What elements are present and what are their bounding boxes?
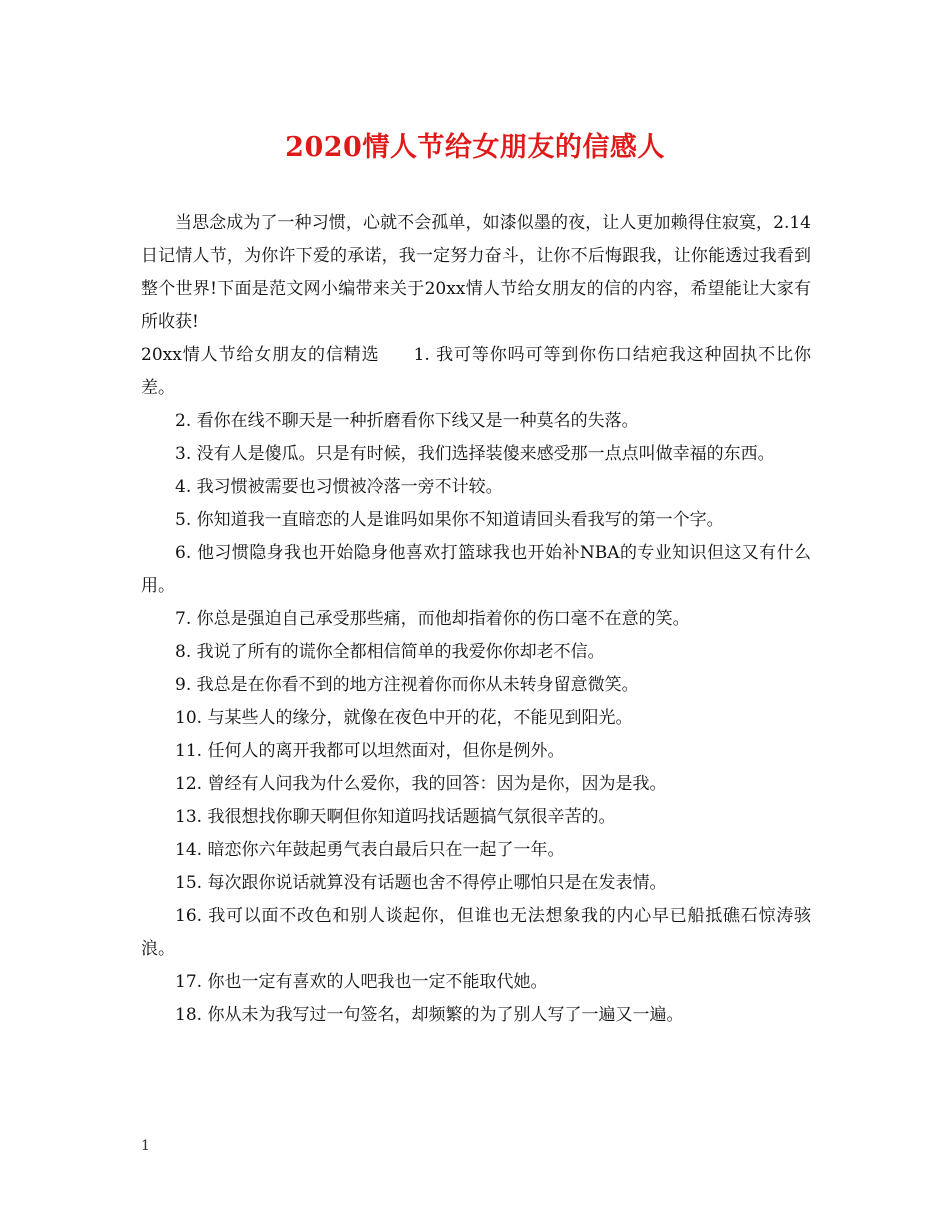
document-body xyxy=(141,207,811,1032)
list-item: 6. 他习惯隐身我也开始隐身他喜欢打篮球我也开始补NBA的专业知识但这又有什么用。 xyxy=(141,543,811,596)
list-item-1: 1. 我可等你吗可等到你伤口结疤我这种固执不比你差。 xyxy=(141,345,811,398)
list-item: 14. 暗恋你六年鼓起勇气表白最后只在一起了一年。 xyxy=(175,840,565,860)
list-item: 10. 与某些人的缘分，就像在夜色中开的花，不能见到阳光。 xyxy=(175,708,633,728)
list-item: 4. 我习惯被需要也习惯被冷落一旁不计较。 xyxy=(175,477,503,497)
list-item: 15. 每次跟你说话就算没有话题也舍不得停止哪怕只是在发表情。 xyxy=(175,873,667,893)
list-item: 9. 我总是在你看不到的地方注视着你而你从未转身留意微笑。 xyxy=(175,675,639,695)
list-item: 11. 任何人的离开我都可以坦然面对，但你是例外。 xyxy=(175,741,565,761)
list-item: 2. 看你在线不聊天是一种折磨看你下线又是一种莫名的失落。 xyxy=(175,411,639,431)
list-item: 5. 你知道我一直暗恋的人是谁吗如果你不知道请回头看我写的第一个字。 xyxy=(175,510,724,530)
intro-paragraph: 当思念成为了一种习惯，心就不会孤单，如漆似墨的夜，让人更加赖得住寂寞，2.14日记情人节，为你许下爱的承诺，我一定努力奋斗，让你不后悔跟我，让你能透过我看到整个世界!下面是范文网小编带来关于20xx情人节给女朋友的信的内容，希望能让大家有所收获! xyxy=(141,213,811,332)
list-item: 7. 你总是强迫自己承受那些痛，而他却指着你的伤口毫不在意的笑。 xyxy=(175,609,690,629)
list-item: 8. 我说了所有的谎你全都相信简单的我爱你你却老不信。 xyxy=(175,642,605,662)
list-item: 13. 我很想找你聊天啊但你知道吗找话题搞气氛很辛苦的。 xyxy=(175,807,616,827)
list-item: 17. 你也一定有喜欢的人吧我也一定不能取代她。 xyxy=(175,972,548,992)
page-number: 1 xyxy=(141,1138,150,1154)
list-item: 18. 你从未为我写过一句签名，却频繁的为了别人写了一遍又一遍。 xyxy=(175,1005,684,1025)
section-paragraph xyxy=(141,339,811,405)
section-heading: 20xx情人节给女朋友的信精选 xyxy=(141,345,380,365)
list-item: 3. 没有人是傻瓜。只是有时候，我们选择装傻来感受那一点点叫做幸福的东西。 xyxy=(175,444,775,464)
list-item: 16. 我可以面不改色和别人谈起你，但谁也无法想象我的内心早已船抵礁石惊涛骇浪。 xyxy=(141,906,811,959)
list-item: 12. 曾经有人问我为什么爱你，我的回答：因为是你，因为是我。 xyxy=(175,774,667,794)
document-title: 2020情人节给女朋友的信感人 xyxy=(285,132,665,163)
